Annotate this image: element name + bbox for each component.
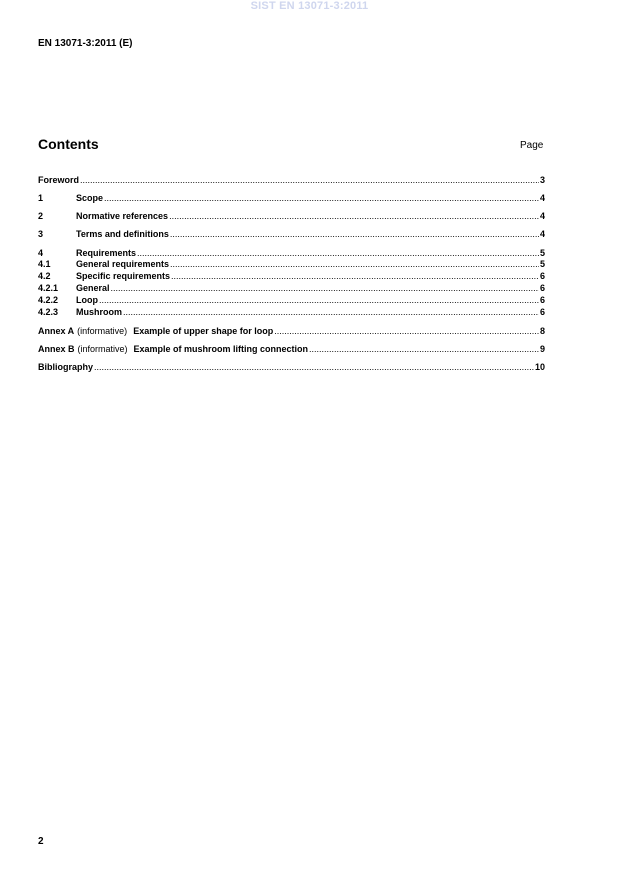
document-id: EN 13071-3:2011 (E) bbox=[38, 38, 133, 49]
toc-entry-annex-label: Annex A bbox=[38, 326, 75, 336]
toc-leader-dots bbox=[170, 258, 539, 270]
table-of-contents bbox=[38, 175, 545, 373]
toc-entry-title: Example of mushroom lifting connection bbox=[133, 344, 309, 354]
toc-entry-scope[interactable] bbox=[38, 193, 545, 204]
toc-entry-number: 3 bbox=[38, 229, 44, 239]
toc-entry-page: 3 bbox=[539, 175, 545, 185]
toc-entry-foreword[interactable] bbox=[38, 175, 545, 186]
toc-leader-dots bbox=[169, 211, 539, 222]
toc-entry-annex-qualifier: (informative) bbox=[77, 326, 128, 336]
toc-entry-specific-requirements[interactable] bbox=[38, 270, 545, 282]
toc-entry-title: Bibliography bbox=[38, 362, 94, 372]
toc-entry-annex-b[interactable] bbox=[38, 344, 545, 355]
toc-entry-normative-references[interactable] bbox=[38, 211, 545, 222]
toc-leader-dots bbox=[111, 282, 539, 294]
toc-entry-page: 6 bbox=[539, 271, 545, 281]
toc-entry-page: 10 bbox=[534, 362, 545, 372]
toc-entry-number: 4 bbox=[38, 248, 44, 258]
toc-entry-title: Example of upper shape for loop bbox=[133, 326, 274, 336]
toc-entry-requirements[interactable] bbox=[38, 248, 545, 258]
toc-entry-number: 2 bbox=[38, 211, 44, 221]
toc-entry-title: General bbox=[76, 283, 110, 293]
toc-leader-dots bbox=[309, 344, 539, 355]
toc-entry-page: 9 bbox=[539, 344, 545, 354]
toc-entry-page: 5 bbox=[539, 248, 545, 258]
toc-leader-dots bbox=[170, 229, 539, 240]
contents-title: Contents bbox=[38, 136, 99, 152]
toc-entry-title: Terms and definitions bbox=[76, 229, 169, 239]
toc-entry-page: 4 bbox=[539, 193, 545, 203]
toc-entry-title: General requirements bbox=[76, 259, 170, 269]
toc-leader-dots bbox=[123, 306, 539, 318]
toc-entry-annex-qualifier: (informative) bbox=[77, 344, 128, 354]
toc-entry-page: 6 bbox=[539, 283, 545, 293]
toc-entry-title: Normative references bbox=[76, 211, 169, 221]
toc-entry-number: 4.2 bbox=[38, 271, 51, 281]
toc-entry-number: 4.2.3 bbox=[38, 307, 59, 317]
toc-entry-title: Loop bbox=[76, 295, 98, 305]
toc-entry-annex-label: Annex B bbox=[38, 344, 75, 354]
toc-leader-dots bbox=[80, 175, 539, 186]
toc-entry-loop[interactable] bbox=[38, 294, 545, 306]
toc-leader-dots bbox=[274, 326, 539, 337]
toc-leader-dots bbox=[104, 193, 539, 204]
toc-entry-page: 4 bbox=[539, 211, 545, 221]
toc-leader-dots bbox=[137, 248, 539, 258]
toc-entry-annex-a[interactable] bbox=[38, 326, 545, 337]
toc-leader-dots bbox=[171, 270, 539, 282]
toc-entry-general-requirements[interactable] bbox=[38, 258, 545, 270]
toc-entry-title: Foreword bbox=[38, 175, 80, 185]
toc-entry-general[interactable] bbox=[38, 282, 545, 294]
toc-entry-title: Scope bbox=[76, 193, 104, 203]
toc-entry-bibliography[interactable] bbox=[38, 362, 545, 373]
toc-entry-terms-and-definitions[interactable] bbox=[38, 229, 545, 240]
watermark: SIST EN 13071-3:2011 bbox=[250, 0, 369, 12]
page-number: 2 bbox=[38, 836, 44, 847]
toc-entry-page: 6 bbox=[539, 307, 545, 317]
toc-entry-title: Specific requirements bbox=[76, 271, 171, 281]
toc-entry-number: 4.1 bbox=[38, 259, 51, 269]
toc-entry-mushroom[interactable] bbox=[38, 306, 545, 318]
toc-entry-title: Mushroom bbox=[76, 307, 122, 317]
toc-entry-page: 4 bbox=[539, 229, 545, 239]
toc-entry-page: 6 bbox=[539, 295, 545, 305]
toc-leader-dots bbox=[99, 294, 539, 306]
toc-entry-number: 4.2.1 bbox=[38, 283, 59, 293]
toc-entry-number: 1 bbox=[38, 193, 44, 203]
toc-entry-title: Requirements bbox=[76, 248, 137, 258]
toc-entry-number: 4.2.2 bbox=[38, 295, 59, 305]
page-column-label: Page bbox=[520, 140, 544, 151]
toc-entry-page: 5 bbox=[539, 259, 545, 269]
toc-entry-page: 8 bbox=[539, 326, 545, 336]
toc-leader-dots bbox=[94, 362, 534, 373]
